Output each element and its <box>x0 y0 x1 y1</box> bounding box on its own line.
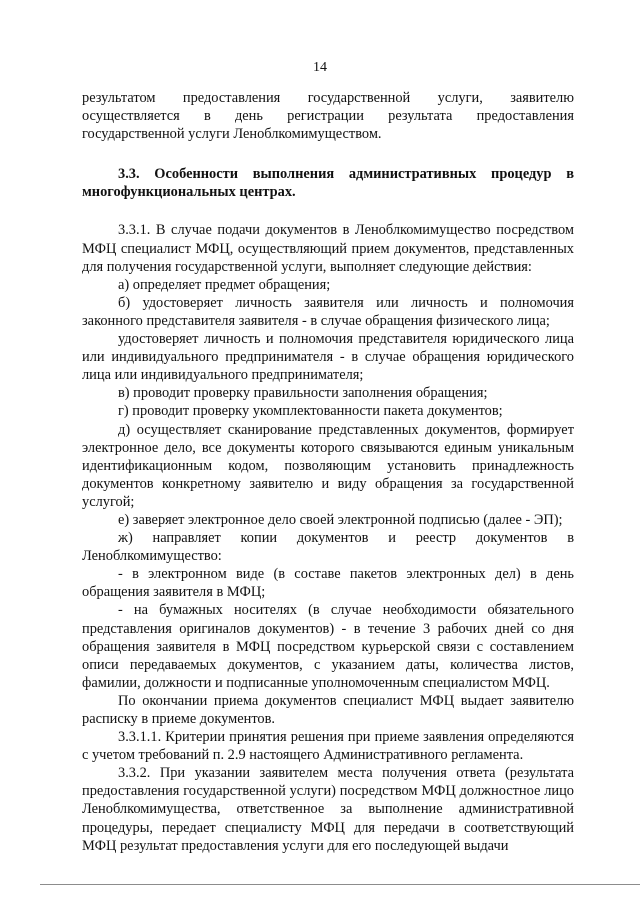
list-item-e: е) заверяет электронное дело своей электронной подписью (далее - ЭП); <box>118 511 563 528</box>
paragraph-3-3-1-1: 3.3.1.1. Критерии принятия решения при приеме заявления определяются с учетом требований п. 2.9 настоящего Административного регламента. <box>82 729 574 764</box>
paragraph-continued: результатом предоставления государственной услуги, заявителю осуществляется в день регистрации результата предоставления государственной услуги Леноблкомимуществом. <box>82 90 574 143</box>
page-body <box>82 89 574 855</box>
section-heading: 3.3. Особенности выполнения административных процедур в многофункциональных центрах. <box>82 166 574 201</box>
list-item-g: г) проводит проверку укомплектованности пакета документов; <box>118 403 503 420</box>
sub-item-paper: - на бумажных носителях (в случае необходимости обязательного представления оригиналов документов) - в течение 3 рабочих дней со дня обращения заявителя в МФЦ посредством курьерской связи с составлением описи передаваемых документов, с указанием даты, количества листов, фамилии, должности и подписанные уполномоченным специалистом МФЦ. <box>82 602 574 691</box>
page-number: 14 <box>313 60 327 75</box>
list-item-zh: ж) направляет копии документов и реестр документов в Леноблкомимущество: <box>82 530 574 565</box>
paragraph-3-3-2: 3.3.2. При указании заявителем места получения ответа (результата предоставления государственной услуги) посредством МФЦ должностное лицо Леноблкомимущества, ответственное за выполнение административной процедуры, передает специалисту МФЦ для передачи в соответствующий МФЦ результат предоставления услуги для его последующей выдачи <box>82 765 574 854</box>
page-bottom-rule <box>40 884 640 885</box>
list-item-b-cont: удостоверяет личность и полномочия представителя юридического лица или индивидуального предпринимателя - в случае обращения юридического лица или индивидуального предпринимателя; <box>82 331 574 384</box>
list-item-b: б) удостоверяет личность заявителя или личность и полномочия законного представителя заявителя - в случае обращения физического лица; <box>82 294 574 329</box>
paragraph-3-3-1: 3.3.1. В случае подачи документов в Леноблкомимущество посредством МФЦ специалист МФЦ, осуществляющий прием документов, представленных для получения государственной услуги, выполняет следующие действия: <box>82 222 574 275</box>
list-item-d: д) осуществляет сканирование представленных документов, формирует электронное дело, все документы которого связываются единым уникальным идентификационным кодом, позволяющим установить принадлежность документов конкретному заявителю и виду обращения за государственной услугой; <box>82 421 574 510</box>
sub-item-electronic: - в электронном виде (в составе пакетов электронных дел) в день обращения заявителя в МФЦ; <box>82 566 574 601</box>
paragraph-receipt: По окончании приема документов специалист МФЦ выдает заявителю расписку в приеме документов. <box>82 692 574 727</box>
list-item-v: в) проводит проверку правильности заполнения обращения; <box>118 385 488 402</box>
list-item-a: а) определяет предмет обращения; <box>118 276 331 293</box>
